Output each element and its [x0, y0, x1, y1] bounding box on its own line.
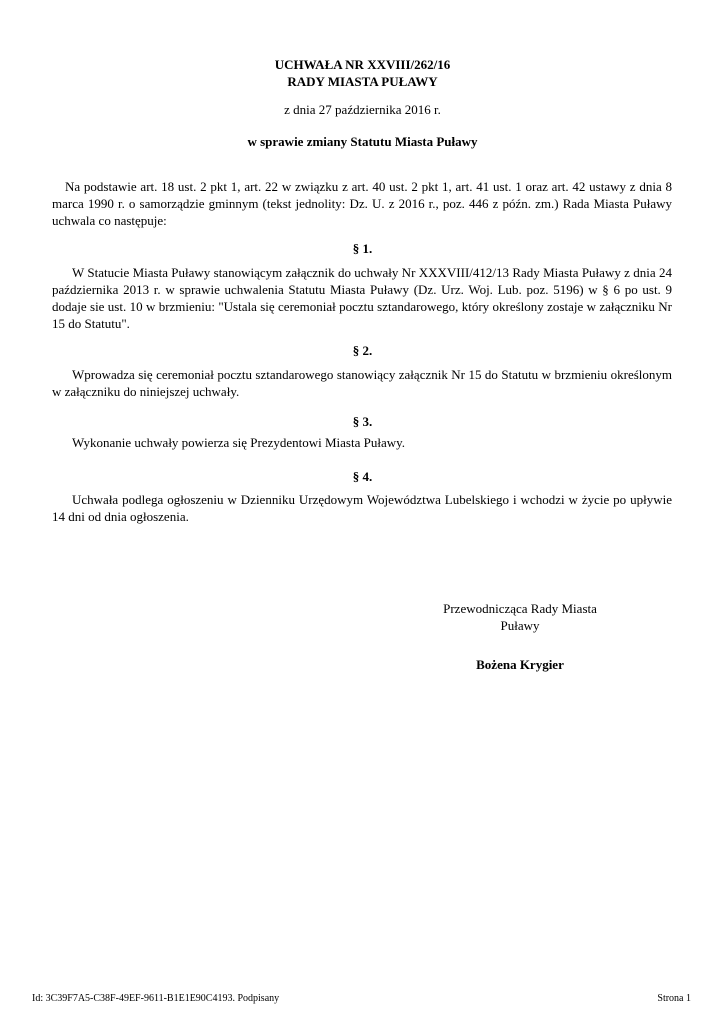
section-3-heading: § 3.	[352, 414, 373, 429]
section-2-heading: § 2.	[352, 343, 373, 358]
footer-page-number: Strona 1	[657, 993, 691, 1004]
section-4-text: Uchwała podlega ogłoszeniu w Dzienniku Urzędowym Województwa Lubelskiego i wchodzi w życie po upływie 14 dni od dnia ogłoszenia.	[52, 492, 672, 524]
section-2-text: Wprowadza się ceremoniał pocztu sztandarowego stanowiący załącznik Nr 15 do Statutu w brzmieniu określonym w załączniku do niniejszej uchwały.	[52, 367, 672, 399]
resolution-date: z dnia 27 października 2016 r.	[284, 102, 441, 117]
preamble-paragraph: Na podstawie art. 18 ust. 2 pkt 1, art. 22 w związku z art. 40 ust. 2 pkt 1, art. 41 ust. 1 oraz art. 42 ustawy z dnia 8 marca 1990 r. o samorządzie gminnym (tekst jednolity: Dz. U. z 2016 r., poz. 446 z późn. zm.) Rada Miasta Puławy uchwala co następuje:	[52, 179, 672, 228]
signer-title-line-2: Puławy	[500, 618, 540, 633]
resolution-number: UCHWAŁA NR XXVIII/262/16	[274, 57, 451, 72]
footer-document-id: Id: 3C39F7A5-C38F-49EF-9611-B1E1E90C4193. Podpisany	[32, 993, 280, 1004]
signer-name: Bożena Krygier	[476, 657, 564, 672]
section-4-heading: § 4.	[352, 469, 373, 484]
issuing-body: RADY MIASTA PUŁAWY	[287, 74, 438, 89]
section-1-text: W Statucie Miasta Puławy stanowiącym załącznik do uchwały Nr XXXVIII/412/13 Rady Miasta Puławy z dnia 24 października 2013 r. w sprawie uchwalenia Statutu Miasta Puławy (Dz. Urz. Woj. Lub. poz. 5196) w § 6 po ust. 9 dodaje sie ust. 10 w brzmieniu: "Ustala się ceremoniał pocztu sztandarowego, który określony zostaje w załączniku Nr 15 do Statutu".	[52, 265, 672, 331]
section-1-heading: § 1.	[352, 241, 373, 256]
signature-block	[400, 600, 640, 673]
signer-title-line-1: Przewodnicząca Rady Miasta	[443, 601, 597, 616]
resolution-subject: w sprawie zmiany Statutu Miasta Puławy	[247, 134, 478, 149]
section-3-text: Wykonanie uchwały powierza się Prezydentowi Miasta Puławy.	[72, 435, 406, 450]
